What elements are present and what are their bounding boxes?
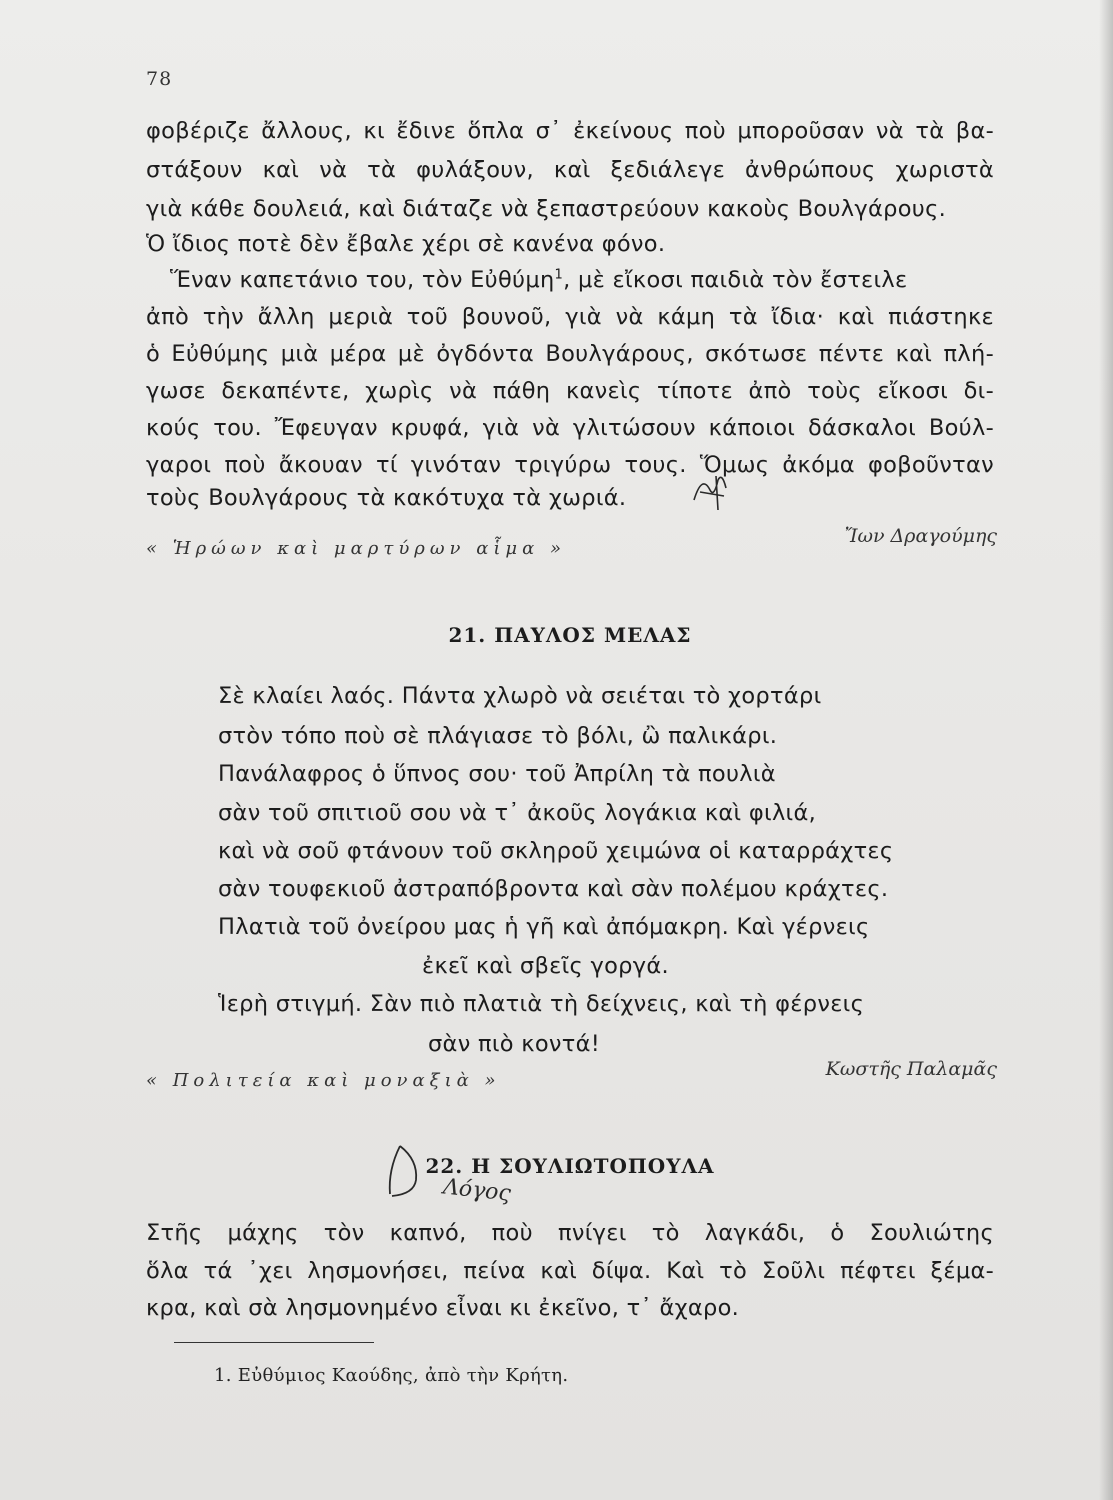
text-line: ἀπὸ τὴν ἄλλη μεριὰ τοῦ βουνοῦ, γιὰ νὰ κάμη τὰ ἴδια· καὶ πιάστηκε <box>146 304 994 330</box>
poem-line: Ἱερὴ στιγμή. Σὰν πιὸ πλατιὰ τὴ δείχνεις, καὶ τὴ φέρνεις <box>218 991 865 1017</box>
footnote: 1. Εὐθύμιος Καούδης, ἀπὸ τὴν Κρήτη. <box>214 1365 569 1386</box>
text-line <box>170 267 908 293</box>
text-line: Στῆς μάχης τὸν καπνό, ποὺ πνίγει τὸ λαγκάδι, ὁ Σουλιώτης <box>146 1220 994 1246</box>
poem-line: ἐκεῖ καὶ σβεῖς γοργά. <box>422 953 669 979</box>
text-line: ὁ Εὐθύμης μιὰ μέρα μὲ ὀγδόντα Βουλγάρους, σκότωσε πέντε καὶ πλή- <box>146 341 994 367</box>
poem-line: στὸν τόπο ποὺ σὲ πλάγιασε τὸ βόλι, ὢ παλικάρι. <box>218 723 778 749</box>
page-number: 78 <box>146 68 173 90</box>
text-line: γωσε δεκαπέντε, χωρὶς νὰ πάθη κανεὶς τίποτε ἀπὸ τοὺς εἴκοσι δι- <box>146 378 994 404</box>
text-line: στάξουν καὶ νὰ τὰ φυλάξουν, καὶ ξεδιάλεγε ἀνθρώπους χωριστὰ <box>146 157 994 183</box>
poem-line: σὰν τοῦ σπιτιοῦ σου νὰ τ᾽ ἀκοῦς λογάκια καὶ φιλιά, <box>218 800 817 826</box>
section-heading: 22. Η ΣΟΥΛΙΩΤΟΠΟΥΛΑ <box>425 1154 715 1178</box>
author-name: Ἴων Δραγούμης <box>844 525 997 547</box>
handwritten-note: Λόγος <box>441 1174 512 1207</box>
text-span: Ἕναν καπετάνιο του, τὸν Εὐθύμη <box>170 267 555 293</box>
text-span: , μὲ εἴκοσι παιδιὰ τὸν ἔστειλε <box>563 267 908 293</box>
text-line: γαροι ποὺ ἄκουαν τί γινόταν τριγύρω τους. Ὅμως ἀκόμα φοβοῦνταν <box>146 452 994 478</box>
text-line: γιὰ κάθε δουλειά, καὶ διάταζε νὰ ξεπαστρεύουν κακοὺς Βουλγάρους. <box>146 196 947 222</box>
text-line: τοὺς Βουλγάρους τὰ κακότυχα τὰ χωριά. <box>146 485 627 511</box>
text-line: κρα, καὶ σὰ λησμονημένο εἶναι κι ἐκεῖνο, τ᾽ ἄχαρο. <box>146 1295 740 1321</box>
text-line: ὅλα τά ᾽χει λησμονήσει, πείνα καὶ δίψα. Καὶ τὸ Σοῦλι πέφτει ξέμα- <box>146 1258 994 1284</box>
poem-line: σὰν πιὸ κοντά! <box>428 1031 601 1057</box>
poem-line: Πλατιὰ τοῦ ὀνείρου μας ἡ γῆ καὶ ἀπόμακρη. Καὶ γέρνεις <box>218 914 870 940</box>
handwritten-letter-mark <box>380 1140 426 1204</box>
page-edge-shadow <box>1099 0 1113 1500</box>
poem-line: Πανάλαφρος ὁ ὕπνος σου· τοῦ Ἀπρίλη τὰ πουλιὰ <box>218 761 776 787</box>
text-line: κούς του. Ἔφευγαν κρυφά, γιὰ νὰ γλιτώσουν κάποιοι δάσκαλοι Βούλ- <box>146 415 994 441</box>
footnote-ref: 1 <box>554 267 564 283</box>
poem-line: σὰν τουφεκιοῦ ἀστραπόβροντα καὶ σὰν πολέμου κράχτες. <box>218 876 889 902</box>
section-heading: 21. ΠΑΥΛΟΣ ΜΕΛΑΣ <box>448 623 692 647</box>
source-title: « Ἡρώων καὶ μαρτύρων αἷμα » <box>146 538 566 559</box>
source-title: « Πολιτεία καὶ μοναξιὰ » <box>146 1070 501 1091</box>
footnote-divider <box>174 1342 374 1343</box>
scribble-mark <box>688 470 734 512</box>
poem-line: καὶ νὰ σοῦ φτάνουν τοῦ σκληροῦ χειμώνα οἱ καταρράχτες <box>218 838 894 864</box>
text-line: Ὁ ἴδιος ποτὲ δὲν ἔβαλε χέρι σὲ κανένα φόνο. <box>146 231 666 257</box>
text-line: φοβέριζε ἄλλους, κι ἔδινε ὅπλα σ᾽ ἐκείνους ποὺ μποροῦσαν νὰ τὰ βα- <box>146 118 994 144</box>
author-name: Κωστῆς Παλαμᾶς <box>825 1058 997 1080</box>
poem-line: Σὲ κλαίει λαός. Πάντα χλωρὸ νὰ σειέται τὸ χορτάρι <box>218 683 822 709</box>
